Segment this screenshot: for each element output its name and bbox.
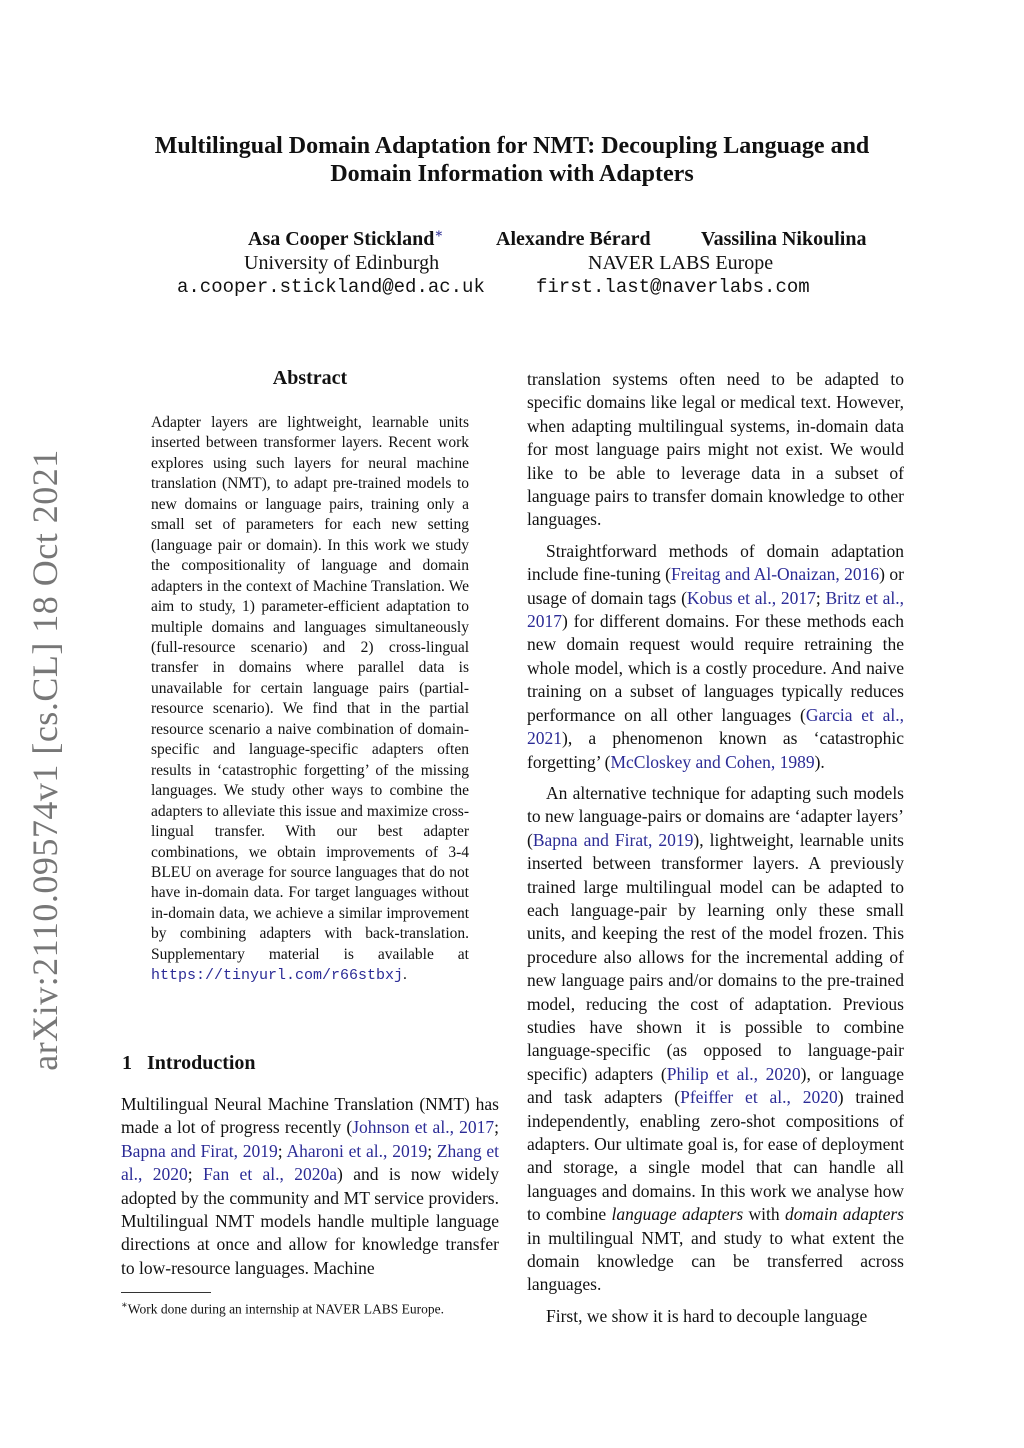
citation-link[interactable]: Johnson et al., 2017 bbox=[352, 1117, 495, 1138]
author-name-2: Alexandre Bérard bbox=[496, 228, 651, 250]
emphasis: language adapters bbox=[611, 1204, 744, 1225]
citation-link[interactable]: Pfeiffer et al., 2020 bbox=[680, 1087, 838, 1108]
footnote bbox=[121, 1296, 499, 1319]
citation-link[interactable]: Fan et al., 2020a bbox=[202, 1164, 338, 1185]
author-footnote-mark: ∗ bbox=[434, 225, 444, 241]
citation-link[interactable]: Philip et al., 2020 bbox=[666, 1063, 801, 1084]
title-line-2: Domain Information with Adapters bbox=[330, 161, 694, 187]
right-paragraph-3: An alternative technique for adapting such models to new language-pairs or domains are ‘adapter layers’ (Bapna and Firat, 2019), lightweight, learnable units inserted between transformer layers. A previously trained large multilingual model can be adapted to each language-pair by learning only these small units, and keeping the rest of the model frozen. This procedure also allows for the incremental adding of new language pairs and/or domains to the pre-trained model, reducing the cost of adaptation. Previous studies have shown it is possible to combine language-specific (as opposed to language-pair specific) adapters (Philip et al., 2020), or language and task adapters (Pfeiffer et al., 2020) trained independently, enabling zero-shot compositions of adapters. Our ultimate goal is, for ease of deployment and storage, a single model that can handle all languages and domains. In this work we analyse how to combine language adapters with domain adapters in multilingual NMT, and study to what extent the domain knowledge can be transferred across languages. bbox=[527, 782, 905, 1295]
intro-heading bbox=[122, 1052, 256, 1075]
citation-link[interactable]: Aharoni et al., 2019 bbox=[286, 1140, 428, 1161]
section-title: Introduction bbox=[147, 1052, 256, 1074]
arxiv-identifier: arXiv:2110.09574v1 [cs.CL] 18 Oct 2021 bbox=[25, 449, 66, 1071]
emphasis: domain adapters bbox=[784, 1204, 904, 1225]
arxiv-side-stamp bbox=[20, 449, 70, 1071]
author-name-1: Asa Cooper Stickland∗ bbox=[248, 225, 444, 250]
abstract-body: Adapter layers are lightweight, learnable units inserted between transformer layers. Recent work explores using such layers for neural machine translation (NMT), to adapt pre-trained models to new domains or language pairs, training only a small set of parameters for each new setting (language pair or domain). In this work we study the compositionality of language and domain adapters in the context of Machine Translation. We aim to study, 1) parameter-efficient adaptation to multiple domains and languages simultaneously (full-resource scenario) and 2) cross-lingual transfer in domains where parallel data is unavailable for certain language pairs (partial-resource scenario). We find that in the partial resource scenario a naive combination of domain-specific and language-specific adapters often results in ‘catastrophic forgetting’ of the missing languages. We study other ways to combine the adapters to alleviate this issue and maximize cross-lingual transfer. With our best adapter combinations, we obtain improvements of 3-4 BLEU on average for source languages that do not have in-domain data. For target languages without in-domain data, we achieve a similar improvement by combining adapters with back-translation. Supplementary material is available at https://tinyurl.com/r66stbxj. bbox=[151, 414, 469, 985]
citation-link[interactable]: Bapna and Firat, 2019 bbox=[532, 829, 694, 850]
abstract-text: Adapter layers are lightweight, learnable units inserted between transformer layers. Recent work explores using such layers for neural machine translation (NMT), to adapt pre-trained models to new domains or language pairs, training only a small set of parameters for each new setting (language pair or domain). In this work we study the compositionality of language and domain adapters in the context of Machine Translation. We aim to study, 1) parameter-efficient adaptation to multiple domains and languages simultaneously (full-resource scenario) and 2) cross-lingual transfer in domains where parallel data is unavailable for certain language pairs (partial-resource scenario). We find that in the partial resource scenario a naive combination of domain-specific and language-specific adapters often results in ‘catastrophic forgetting’ of the missing languages. We study other ways to combine the adapters to alleviate this issue and maximize cross-lingual transfer. With our best adapter combinations, we obtain improvements of 3-4 BLEU on average for source languages that do not have in-domain data. For target languages without in-domain data, we achieve a similar improvement by combining adapters with back-translation. Supplementary material is available at bbox=[151, 414, 469, 963]
footnote-divider bbox=[121, 1292, 211, 1293]
right-column bbox=[527, 368, 904, 1336]
citation-link[interactable]: Kobus et al., 2017 bbox=[686, 587, 816, 608]
email-1[interactable]: a.cooper.stickland@ed.ac.uk bbox=[177, 276, 485, 298]
citation-link[interactable]: Freitag and Al-Onaizan, 2016 bbox=[670, 564, 880, 585]
right-paragraph-4: First, we show it is hard to decouple language bbox=[546, 1305, 868, 1326]
citation-link[interactable]: Bapna and Firat, 2019 bbox=[121, 1140, 278, 1161]
author-block bbox=[120, 227, 904, 299]
right-paragraph-1: translation systems often need to be adapted to specific domains like legal or medical text. However, when adapting multilingual systems, in-domain data for most language pairs might not exist. We would like to be able to leverage data in a subset of language pairs to transfer domain knowledge to other languages. bbox=[527, 369, 904, 530]
affiliation-1: University of Edinburgh bbox=[244, 252, 440, 274]
paper-title bbox=[120, 132, 904, 188]
author-name-3: Vassilina Nikoulina bbox=[701, 228, 867, 250]
right-paragraph-2: Straightforward methods of domain adaptation include fine-tuning (Freitag and Al-Onaizan, 2016) or usage of domain tags (Kobus et al., 2017; Britz et al., 2017) for different domains. For these methods each new domain request would require retraining the whole model, which is a costly procedure. And naive training on a subset of languages typically reduces performance on all other languages (Garcia et al., 2021), a phenomenon known as ‘catastrophic forgetting’ (McCloskey and Cohen, 1989). bbox=[527, 540, 904, 772]
abstract-heading: Abstract bbox=[272, 367, 348, 389]
section-number: 1 bbox=[122, 1052, 132, 1074]
footnote-text: Work done during an internship at NAVER LABS Europe. bbox=[127, 1301, 445, 1317]
footnote-mark: ∗ bbox=[121, 1300, 128, 1311]
affiliation-2: NAVER LABS Europe bbox=[588, 252, 774, 274]
citation-link[interactable]: Britz et al., 2017 bbox=[527, 587, 904, 632]
email-2[interactable]: first.last@naverlabs.com bbox=[536, 276, 810, 298]
supplementary-url[interactable]: https://tinyurl.com/r66stbxj bbox=[151, 967, 404, 985]
title-line-1: Multilingual Domain Adaptation for NMT: Decoupling Language and bbox=[154, 133, 870, 159]
citation-link[interactable]: Garcia et al., 2021 bbox=[527, 704, 904, 749]
intro-paragraph-1: Multilingual Neural Machine Translation (NMT) has made a lot of progress recently (Johnson et al., 2017; Bapna and Firat, 2019; Aharoni et al., 2019; Zhang et al., 2020; Fan et al., 2020a) and is now widely adopted by the community and MT service providers. Multilingual NMT models handle multiple language directions at once and allow for knowledge transfer to low-resource languages. Machine bbox=[121, 1094, 499, 1278]
citation-link[interactable]: Zhang et al., 2020 bbox=[121, 1140, 499, 1185]
citation-link[interactable]: McCloskey and Cohen, 1989 bbox=[610, 751, 815, 772]
